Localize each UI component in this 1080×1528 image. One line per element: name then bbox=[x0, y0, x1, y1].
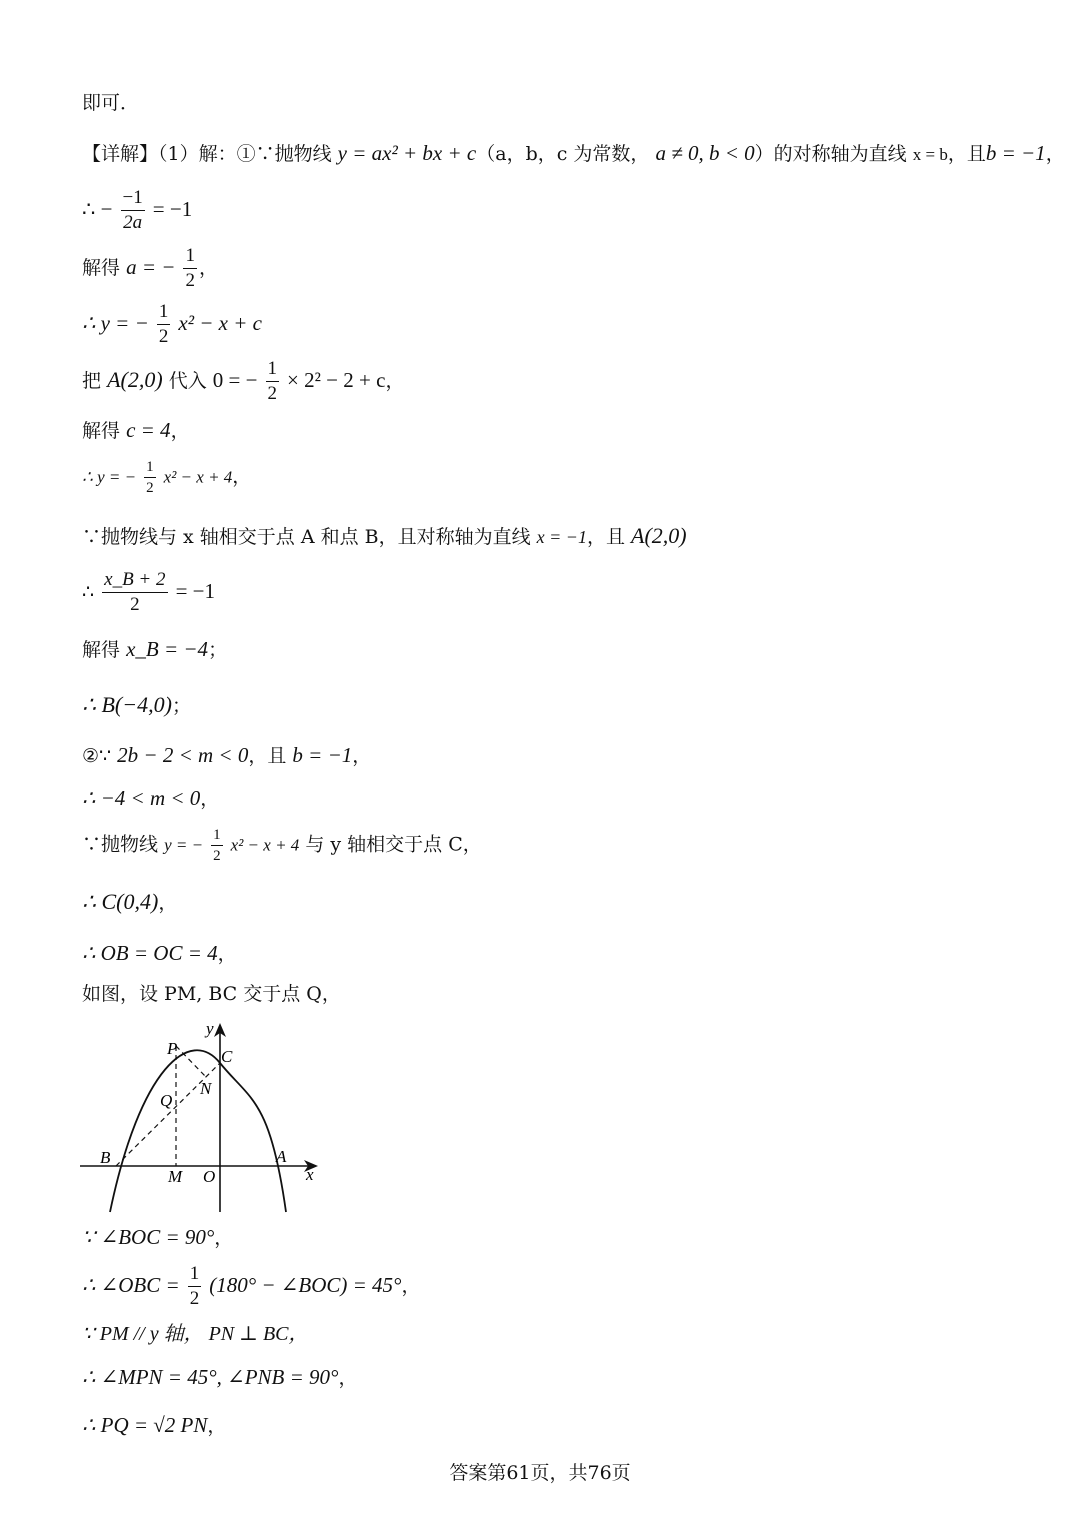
math-line bbox=[82, 1367, 357, 1388]
equation: 0 = − bbox=[212, 367, 258, 392]
numerator: x_B + 2 bbox=[102, 570, 167, 593]
math-line bbox=[82, 788, 219, 809]
fraction bbox=[266, 359, 280, 405]
math-line bbox=[82, 891, 177, 913]
text: ）的对称轴为直线 bbox=[754, 143, 907, 165]
numerator: 1 bbox=[211, 827, 223, 846]
equation: ∴ y = − bbox=[82, 310, 149, 335]
math-line bbox=[82, 943, 237, 964]
text: ∵ PM // y 轴， PN ⊥ BC， bbox=[82, 1323, 309, 1345]
text: 把 bbox=[82, 369, 102, 392]
math-line bbox=[82, 188, 192, 234]
label-b: B bbox=[100, 1148, 111, 1167]
fraction bbox=[121, 188, 145, 234]
text: ， bbox=[200, 788, 220, 810]
denominator: 2a bbox=[123, 211, 143, 233]
label-p: P bbox=[167, 1039, 178, 1058]
text: 解得 bbox=[82, 256, 121, 279]
denominator: 2 bbox=[267, 382, 277, 404]
equation: ∴ ∠OBC = bbox=[82, 1272, 180, 1297]
denominator: 2 bbox=[189, 1287, 200, 1309]
text-line bbox=[82, 1324, 309, 1344]
denominator: 2 bbox=[158, 325, 169, 347]
equation: x_B = −4 bbox=[126, 637, 209, 661]
math-line bbox=[82, 246, 218, 292]
equation: ∴ PQ = √2 PN bbox=[82, 1413, 208, 1437]
label-y: y bbox=[206, 1019, 214, 1038]
page-footer: 答案第61页，共76页 bbox=[449, 1462, 631, 1484]
text: ∵抛物线与 x 轴相交于点 A 和点 B，且对称轴为直线 bbox=[82, 526, 531, 548]
text: （1）解：①∵抛物线 bbox=[158, 143, 332, 165]
text: ， bbox=[170, 420, 190, 442]
math-line bbox=[82, 745, 371, 766]
denominator: 2 bbox=[146, 479, 154, 496]
equation: y = ax² + bx + c bbox=[337, 141, 477, 165]
text: ， bbox=[401, 1274, 421, 1297]
detail-label: 【详解】 bbox=[82, 143, 159, 165]
equation: b = −1 bbox=[985, 141, 1046, 165]
math-line bbox=[82, 420, 190, 441]
text: ； bbox=[208, 639, 228, 661]
numerator: 1 bbox=[188, 1264, 202, 1287]
equation: ∴ B(−4,0) bbox=[82, 692, 172, 717]
text: ，且 bbox=[586, 526, 625, 548]
fraction bbox=[144, 459, 156, 496]
math-line bbox=[82, 1227, 233, 1248]
point: A(2,0) bbox=[107, 366, 163, 392]
text: ∴ bbox=[82, 580, 95, 603]
text: ， bbox=[232, 465, 252, 488]
math-line bbox=[82, 359, 404, 405]
math-line bbox=[82, 570, 215, 616]
fraction bbox=[211, 827, 223, 864]
equation: x² − x + c bbox=[178, 310, 262, 335]
equation: ∴ OB = OC = 4 bbox=[82, 941, 218, 965]
math-line bbox=[82, 1415, 226, 1436]
text: ∴ − bbox=[82, 196, 113, 221]
text: ， bbox=[352, 745, 372, 767]
math-line bbox=[82, 302, 262, 348]
equation: ∴ C(0,4) bbox=[82, 889, 159, 914]
equation: c = 4 bbox=[126, 418, 171, 442]
text: ∵抛物线 bbox=[82, 833, 159, 856]
equation: ∴ ∠MPN = 45°, ∠PNB = 90° bbox=[82, 1365, 339, 1389]
parabola-curve bbox=[110, 1050, 286, 1212]
denominator: 2 bbox=[130, 593, 140, 615]
math-line bbox=[82, 639, 227, 660]
text: 如图，设 PM, BC 交于点 Q， bbox=[82, 983, 341, 1005]
text: ， bbox=[214, 1227, 234, 1249]
numerator: 1 bbox=[144, 459, 156, 478]
equation: × 2² − 2 + c bbox=[287, 367, 386, 392]
numerator: −1 bbox=[121, 188, 145, 211]
text: ， bbox=[385, 369, 405, 392]
equation: x = b bbox=[912, 145, 948, 164]
text: ， bbox=[158, 892, 178, 914]
text: ，且 bbox=[248, 745, 287, 767]
text: ， bbox=[198, 256, 218, 279]
denominator: 2 bbox=[185, 269, 195, 291]
label-n: N bbox=[200, 1079, 212, 1098]
text-line bbox=[82, 985, 341, 1004]
text: ； bbox=[171, 695, 191, 717]
text: 即可． bbox=[82, 92, 140, 114]
equation: = −1 bbox=[175, 578, 215, 603]
math-line bbox=[82, 694, 191, 716]
equation: ∵ ∠BOC = 90° bbox=[82, 1225, 215, 1249]
equation: ∴ y = − bbox=[82, 467, 137, 487]
math-line bbox=[82, 827, 482, 864]
text: 解得 bbox=[82, 639, 121, 661]
equation: x = −1 bbox=[536, 527, 587, 547]
text: ， bbox=[338, 1367, 358, 1389]
text: 与 y 轴相交于点 C， bbox=[305, 833, 482, 856]
equation: ∴ −4 < m < 0 bbox=[82, 786, 201, 810]
parabola-figure bbox=[80, 1018, 325, 1218]
label-c: C bbox=[221, 1047, 233, 1066]
text: ， bbox=[207, 1415, 227, 1437]
math-line bbox=[82, 1264, 420, 1310]
equation: y = − bbox=[164, 835, 204, 855]
equation: 2b − 2 < m < 0 bbox=[117, 743, 249, 767]
label-a: A bbox=[276, 1147, 287, 1166]
equation: x² − x + 4 bbox=[163, 467, 233, 487]
text: （a，b，c 为常数， bbox=[476, 143, 650, 165]
detail-heading-line bbox=[82, 143, 1065, 164]
text: = −1 bbox=[152, 196, 193, 221]
fraction bbox=[183, 246, 197, 292]
fraction bbox=[157, 302, 171, 348]
text-line bbox=[82, 525, 687, 547]
fraction bbox=[102, 570, 167, 616]
text: 代入 bbox=[168, 369, 207, 392]
label-m: M bbox=[168, 1167, 183, 1186]
condition: a ≠ 0, b < 0 bbox=[655, 141, 755, 165]
point: A(2,0) bbox=[631, 523, 687, 548]
equation: (180° − ∠BOC) = 45° bbox=[209, 1272, 402, 1297]
math-line bbox=[82, 459, 251, 496]
label-o: O bbox=[203, 1167, 216, 1186]
text: ， bbox=[217, 943, 237, 965]
numerator: 1 bbox=[266, 359, 280, 382]
equation: x² − x + 4 bbox=[230, 835, 300, 855]
text: ②∵ bbox=[82, 745, 112, 767]
text-line bbox=[82, 94, 139, 113]
numerator: 1 bbox=[183, 246, 197, 269]
text: 解得 bbox=[82, 420, 121, 442]
text: ， bbox=[1045, 143, 1065, 165]
label-x: x bbox=[306, 1165, 314, 1184]
equation: a = − bbox=[126, 254, 176, 279]
label-q: Q bbox=[160, 1091, 173, 1110]
text: ，且 bbox=[947, 143, 986, 165]
numerator: 1 bbox=[157, 302, 171, 325]
denominator: 2 bbox=[213, 847, 221, 864]
equation: b = −1 bbox=[292, 743, 353, 767]
fraction bbox=[188, 1264, 202, 1310]
